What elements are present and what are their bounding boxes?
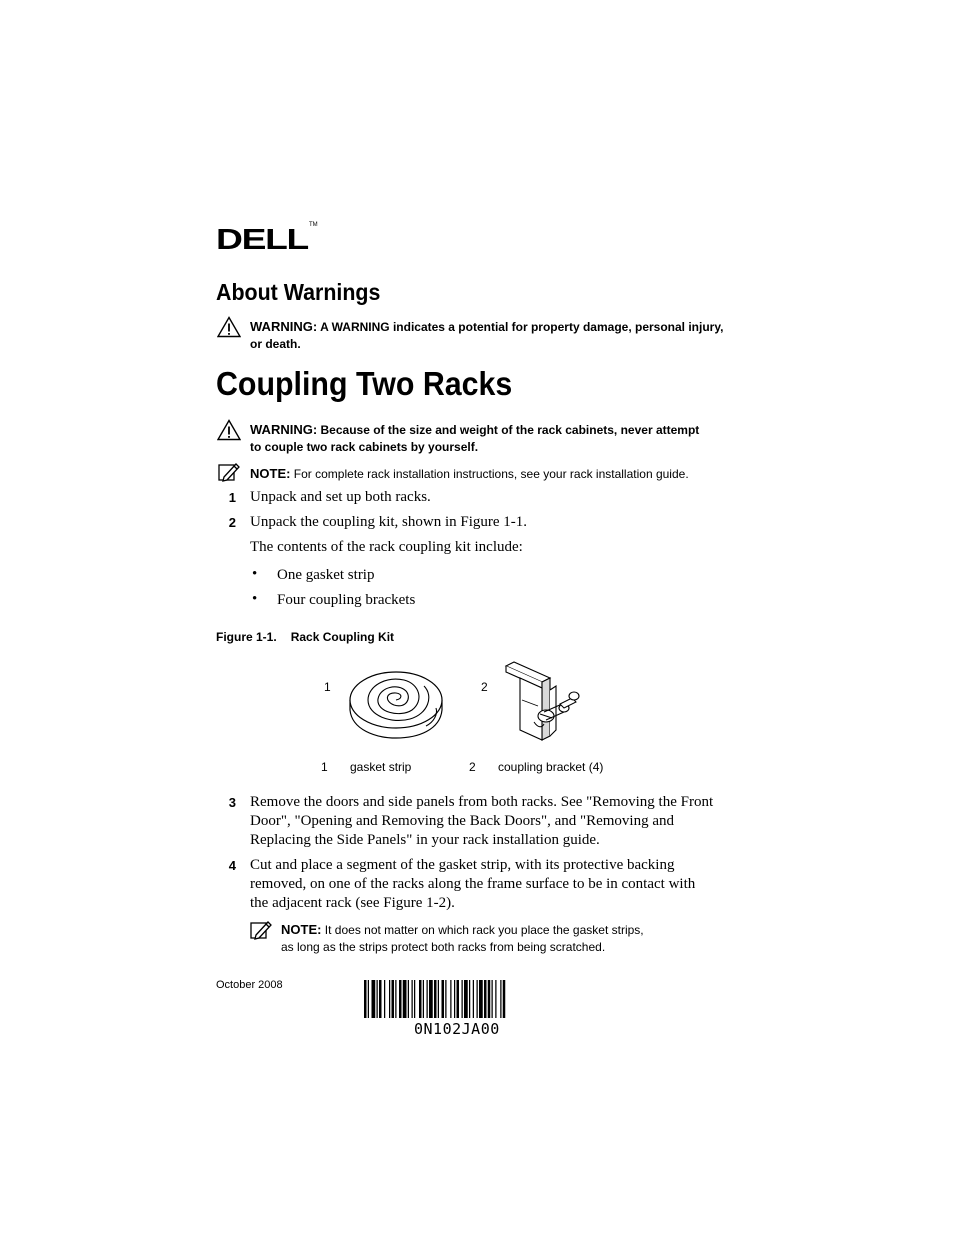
barcode-bar [450, 980, 451, 1018]
step-line: the adjacent rack (see Figure 1-2). [250, 895, 455, 911]
barcode-bar [412, 980, 413, 1018]
barcode-bar [429, 980, 433, 1018]
step-text: Unpack the coupling kit, shown in Figure 1-1. [250, 514, 528, 530]
barcode-bar [408, 980, 409, 1018]
bullet: • [252, 566, 258, 582]
legend-number: 2 [469, 760, 476, 774]
step-text [250, 793, 770, 850]
about-warnings-heading: About Warnings [216, 279, 381, 305]
barcode-bar [457, 980, 460, 1018]
step-line: removed, on one of the racks along the frame surface to be in contact with [250, 876, 696, 892]
barcode-bar [488, 980, 491, 1018]
coupling-bracket-illustration [498, 660, 582, 753]
barcode-bar [495, 980, 496, 1018]
step4-note-text [281, 921, 781, 956]
barcode-bar [484, 980, 487, 1018]
step-text: Unpack and set up both racks. [250, 489, 431, 505]
warning-line-2: or death. [250, 337, 301, 351]
warning-line-1: Because of the size and weight of the rack cabinets, never attempt [320, 423, 700, 437]
barcode-bar [395, 980, 396, 1018]
barcode-bar [464, 980, 468, 1018]
figure-label: Figure 1-1. [216, 630, 277, 644]
note-label: NOTE: [250, 466, 291, 481]
figure-title: Rack Coupling Kit [290, 630, 395, 644]
step-line: Replacing the Side Panels" in your rack installation guide. [250, 832, 600, 848]
barcode-bar [445, 980, 446, 1018]
list-item: Four coupling brackets [277, 592, 416, 608]
barcode-number: 0N102JA00 [414, 1020, 500, 1038]
warning-label: WARNING: [250, 422, 318, 437]
dell-logo [216, 224, 316, 257]
barcode-bar [403, 980, 407, 1018]
barcode-bar [427, 980, 428, 1018]
barcode-bar [442, 980, 445, 1018]
legend-text: coupling bracket (4) [498, 760, 604, 774]
barcode-bar [392, 980, 395, 1018]
coupling-two-racks-heading: Coupling Two Racks [216, 365, 513, 402]
barcode-bar [500, 980, 501, 1018]
barcode-bar [423, 980, 424, 1018]
figure-caption [216, 630, 394, 644]
barcode-bar [399, 980, 402, 1018]
note-body: For complete rack installation instructions, see your rack installation guide. [293, 467, 689, 481]
svg-text:DELL: DELL [216, 224, 309, 252]
barcode-bar [434, 980, 437, 1018]
note-line-2: as long as the strips protect both racks from being scratched. [281, 940, 606, 954]
barcode-bar [414, 980, 415, 1018]
barcode-bar [384, 980, 385, 1018]
step-number: 2 [228, 515, 236, 530]
barcode-bar [372, 980, 376, 1018]
list-item: One gasket strip [277, 567, 375, 583]
gasket-strip-illustration [348, 668, 444, 745]
note-label: NOTE: [281, 922, 322, 937]
warning-line-2: to couple two rack cabinets by yourself. [250, 440, 479, 454]
callout-2: 2 [481, 680, 488, 694]
barcode-bar [469, 980, 470, 1018]
barcode-bar [479, 980, 483, 1018]
barcode-bar [503, 980, 506, 1018]
bullet: • [252, 591, 258, 607]
barcode-bar [368, 980, 369, 1018]
about-warning-text [250, 318, 770, 353]
note-pencil-icon [218, 462, 240, 487]
barcode-bar [477, 980, 478, 1018]
step-line: Remove the doors and side panels from both racks. See "Removing the Front [250, 794, 714, 810]
step-number: 3 [228, 795, 236, 810]
warning-line-1: A WARNING indicates a potential for property damage, personal injury, [320, 320, 724, 334]
barcode [364, 980, 552, 1023]
barcode-bar [377, 980, 378, 1018]
warning-label: WARNING: [250, 319, 318, 334]
kit-contents-intro: The contents of the rack coupling kit include: [250, 539, 523, 555]
step-text [250, 856, 770, 913]
trademark-symbol: TM [309, 222, 318, 228]
barcode-bar [419, 980, 422, 1018]
step-line: Door", "Opening and Removing the Back Doors", and "Removing and [250, 813, 675, 829]
note-line-1: It does not matter on which rack you place the gasket strips, [324, 923, 644, 937]
publication-date: October 2008 [216, 979, 283, 991]
barcode-bar [379, 980, 382, 1018]
legend-text: gasket strip [350, 760, 412, 774]
barcode-bar [389, 980, 390, 1018]
barcode-bar [462, 980, 463, 1018]
callout-1: 1 [324, 680, 331, 694]
coupling-warning-text [250, 421, 770, 456]
warning-icon [217, 419, 241, 446]
step-line: Cut and place a segment of the gasket strip, with its protective backing [250, 857, 675, 873]
barcode-bar [492, 980, 493, 1018]
note-text [250, 465, 810, 483]
warning-icon [217, 316, 241, 343]
barcode-bar [438, 980, 439, 1018]
note-pencil-icon [250, 920, 272, 945]
step-number: 1 [228, 490, 236, 505]
step-number: 4 [228, 858, 236, 873]
barcode-bar [454, 980, 455, 1018]
barcode-bar [364, 980, 367, 1018]
legend-number: 1 [321, 760, 328, 774]
barcode-bar [473, 980, 474, 1018]
